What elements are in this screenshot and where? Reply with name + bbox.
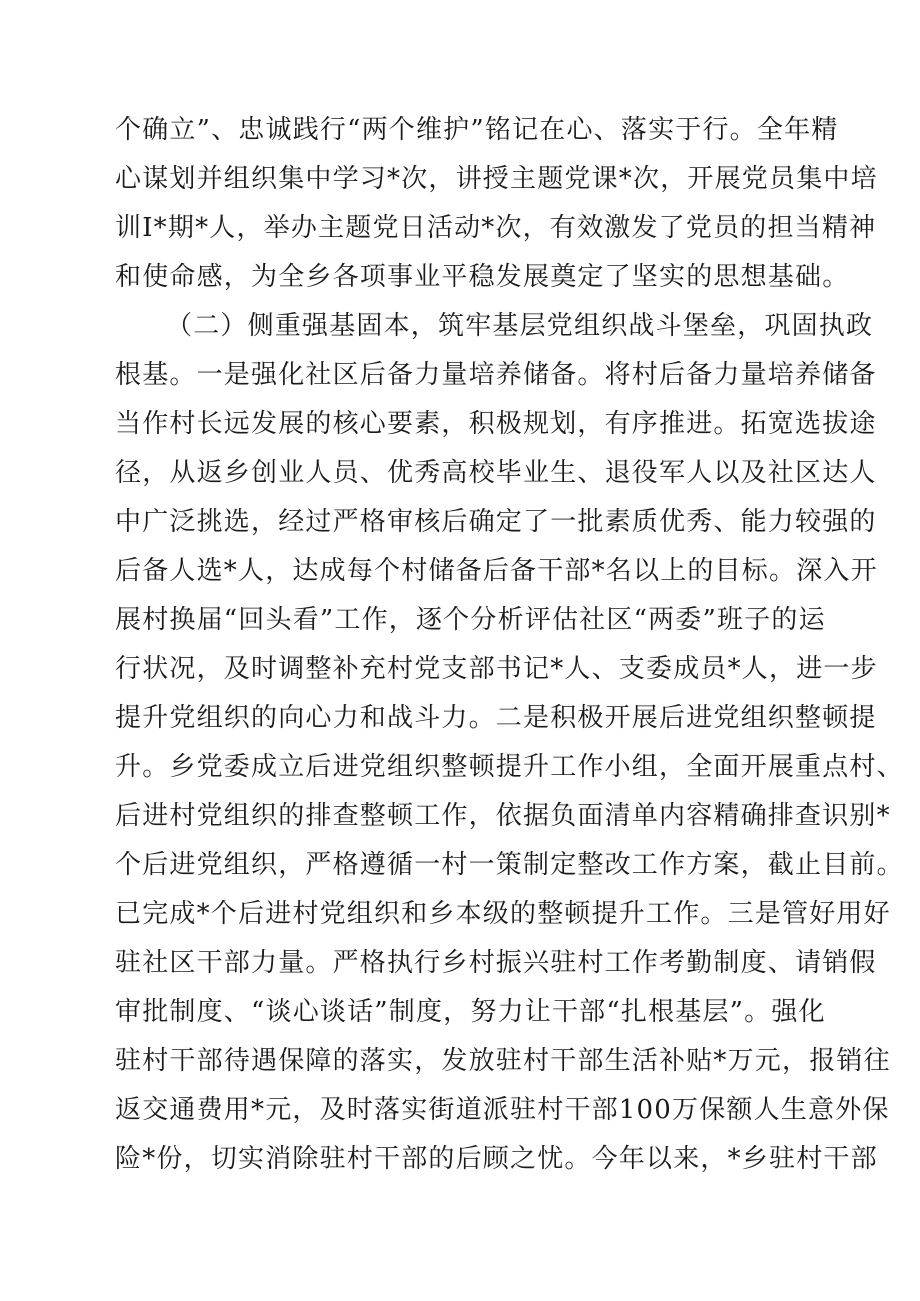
text-line: 行状况，及时调整补充村党支部书记*人、支委成员*人，进一步 bbox=[115, 654, 878, 684]
text-line: 后备人选*人，达成每个村储备后备干部*名以上的目标。深入开 bbox=[115, 556, 878, 586]
text-line: 驻村干部待遇保障的落实，发放驻村干部生活补贴*万元，报销往 bbox=[115, 1046, 891, 1076]
text-line: 个后进党组织，严格遵循一村一策制定整改工作方案，截止目前。 bbox=[115, 850, 904, 880]
text-line: 后进村党组织的排查整顿工作，依据负面清单内容精确排查识别* bbox=[115, 801, 891, 831]
text-line: 已完成*个后进村党组织和乡本级的整顿提升工作。三是管好用好 bbox=[115, 899, 891, 929]
text-line: 中广泛挑选，经过严格审核后确定了一批素质优秀、能力较强的 bbox=[115, 507, 877, 537]
text-line: 径，从返乡创业人员、优秀高校毕业生、退役军人以及社区达人 bbox=[115, 458, 877, 488]
text-line: 审批制度、“谈心谈话”制度，努力让干部“扎根基层”。强化 bbox=[115, 997, 826, 1027]
section-heading-line: （二）侧重强基固本，筑牢基层党组织战斗堡垒，巩固执政 bbox=[166, 311, 874, 341]
text-line: 提升党组织的向心力和战斗力。二是积极开展后进党组织整顿提 bbox=[115, 703, 877, 733]
text-line: 根基。一是强化社区后备力量培养储备。将村后备力量培养储备 bbox=[115, 360, 877, 390]
text-line: 当作村长远发展的核心要素，积极规划，有序推进。拓宽选拔途 bbox=[115, 409, 877, 439]
text-line: 驻社区干部力量。严格执行乡村振兴驻村工作考勤制度、请销假 bbox=[115, 948, 877, 978]
text-line: 心谋划并组织集中学习*次，讲授主题党课*次，开展党员集中培 bbox=[115, 164, 878, 194]
text-line: 训I*期*人，举办主题党日活动*次，有效激发了党员的担当精神 bbox=[115, 213, 877, 243]
text-line: 展村换届“回头看”工作，逐个分析评估社区“两委”班子的运 bbox=[115, 605, 826, 635]
text-line: 险*份，切实消除驻村干部的后顾之忧。今年以来，*乡驻村干部 bbox=[115, 1144, 878, 1174]
text-line: 个确立”、忠诚践行“两个维护”铭记在心、落实于行。全年精 bbox=[115, 115, 839, 145]
text-line: 和使命感，为全乡各项事业平稳发展奠定了坚实的思想基础。 bbox=[115, 262, 850, 292]
text-line: 升。乡党委成立后进党组织整顿提升工作小组，全面开展重点村、 bbox=[115, 752, 904, 782]
text-line: 返交通费用*元，及时落实街道派驻村干部100万保额人生意外保 bbox=[115, 1095, 890, 1125]
